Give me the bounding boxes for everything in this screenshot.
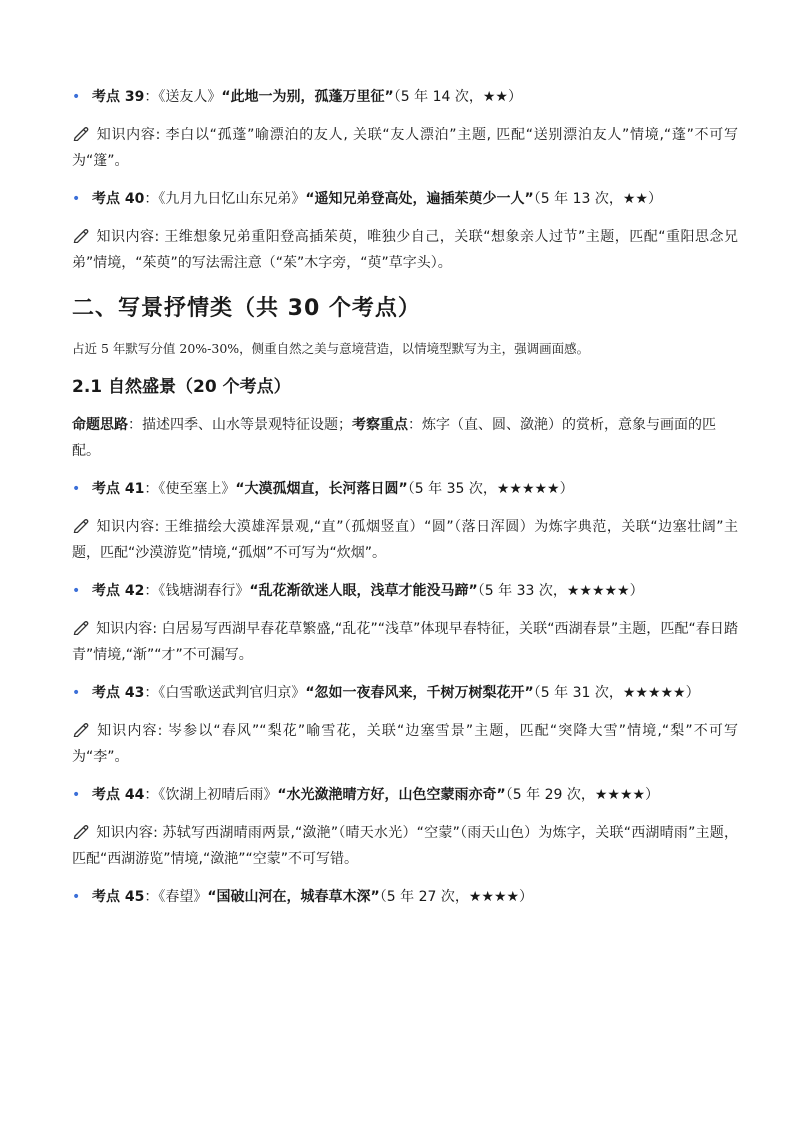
exam-point: • 考点 44：《饮湖上初晴后雨》“水光潋滟晴方好，山色空蒙雨亦奇”（5 年 29 次，★★★★） (72, 784, 738, 806)
exam-point: • 考点 43：《白雪歌送武判官归京》“忽如一夜春风来，千树万树梨花开”（5 年 31 次，★★★★★） (72, 682, 738, 704)
bullet-dot-icon: • (72, 583, 81, 599)
point-label: 考点 43 (92, 685, 145, 701)
point-label: 考点 39 (92, 89, 145, 105)
poem-quote: “国破山河在，城春草木深” (207, 889, 380, 905)
knowledge-text: 李白以“孤蓬”喻漂泊的友人, 关联“友人漂泊”主题, 匹配“送别漂泊友人”情境,“蓬”不可写为“篷”。 (72, 127, 739, 169)
thinking-text: ：描述四季、山水等景观特征设题； (128, 417, 352, 433)
frequency: （5 年 14 次，★★） (393, 89, 522, 105)
exam-point: • 考点 40：《九月九日忆山东兄弟》“遥知兄弟登高处，遍插茱萸少一人”（5 年 13 次，★★） (72, 188, 738, 210)
point-label: 考点 40 (92, 191, 145, 207)
knowledge-content (72, 718, 738, 770)
poem-quote: “忽如一夜春风来，千树万树梨花开” (305, 685, 534, 701)
knowledge-content (72, 820, 738, 872)
knowledge-text: 苏轼写西湖晴雨两景,“潋滟”（晴天水光）“空蒙”（雨天山色）为炼字，关联“西湖晴雨”主题，匹配“西湖游览”情境,“潋滟”“空蒙”不可写错。 (72, 825, 738, 867)
knowledge-text: 王维想象兄弟重阳登高插茱萸，唯独少自己，关联“想象亲人过节”主题，匹配“重阳思念兄弟”情境，“茱萸”的写法需注意（“茱”木字旁，“萸”草字头）。 (72, 229, 738, 271)
pencil-icon (72, 823, 90, 839)
pencil-icon (72, 619, 90, 635)
exam-point: • 考点 45：《春望》“国破山河在，城春草木深”（5 年 27 次，★★★★） (72, 886, 738, 908)
bullet-dot-icon: • (72, 787, 81, 803)
frequency: （5 年 29 次，★★★★） (505, 787, 660, 803)
knowledge-content (72, 514, 738, 566)
section-intro: 占近 5 年默写分值 20%-30%，侧重自然之美与意境营造，以情境型默写为主，强调画面感。 (72, 341, 590, 356)
knowledge-text: 岑参以“春风”“梨花”喻雪花，关联“边塞雪景”主题，匹配“突降大雪”情境,“梨”不可写为“李”。 (72, 723, 738, 765)
knowledge-content (72, 122, 738, 174)
knowledge-label: 知识内容: (96, 127, 161, 143)
pencil-icon (72, 517, 90, 533)
knowledge-content (72, 616, 738, 668)
knowledge-text: 白居易写西湖早春花草繁盛,“乱花”“浅草”体现早春特征，关联“西湖春景”主题，匹配“春日踏青”情境,“渐”“才”不可漏写。 (72, 621, 739, 663)
knowledge-text: 王维描绘大漠雄浑景观,“直”（孤烟竖直）“圆”（落日浑圆）为炼字典范，关联“边塞壮阔”主题，匹配“沙漠游览”情境,“孤烟”不可写为“炊烟”。 (72, 519, 738, 561)
poem-title: 《饮湖上初晴后雨》 (158, 787, 278, 803)
poem-quote: “此地一为别，孤蓬万里征” (221, 89, 394, 105)
exam-point: • 考点 39：《送友人》“此地一为别，孤蓬万里征”（5 年 14 次，★★） (72, 86, 738, 108)
poem-title: 《钱塘湖春行》 (158, 583, 250, 599)
focus-text: ：炼字（直、圆、潋滟）的赏析，意象与画面的匹配。 (72, 417, 716, 459)
poem-quote: “遥知兄弟登高处，遍插茱萸少一人” (305, 191, 534, 207)
bullet-dot-icon: • (72, 685, 81, 701)
exam-point: • 考点 42：《钱塘湖春行》“乱花渐欲迷人眼，浅草才能没马蹄”（5 年 33 次，★★★★★） (72, 580, 738, 602)
poem-title: 《使至塞上》 (158, 481, 236, 497)
subsection-title: 2.1 自然盛景（20 个考点） (72, 377, 291, 397)
point-label: 考点 44 (92, 787, 145, 803)
poem-title: 《春望》 (158, 889, 208, 905)
poem-title: 《九月九日忆山东兄弟》 (158, 191, 306, 207)
knowledge-label: 知识内容: (96, 519, 160, 535)
point-label: 考点 45 (92, 889, 145, 905)
thinking-label: 命题思路 (72, 417, 128, 433)
frequency: （5 年 13 次，★★） (533, 191, 662, 207)
proposition-thinking (72, 412, 738, 464)
poem-title: 《送友人》 (158, 89, 222, 105)
poem-quote: “乱花渐欲迷人眼，浅草才能没马蹄” (249, 583, 478, 599)
point-label: 考点 42 (92, 583, 145, 599)
knowledge-label: 知识内容: (96, 229, 160, 245)
poem-quote: “水光潋滟晴方好，山色空蒙雨亦奇” (277, 787, 506, 803)
poem-title: 《白雪歌送武判官归京》 (158, 685, 306, 701)
bullet-dot-icon: • (72, 481, 81, 497)
pencil-icon (72, 125, 90, 141)
knowledge-label: 知识内容: (96, 825, 158, 841)
point-label: 考点 41 (92, 481, 145, 497)
bullet-dot-icon: • (72, 889, 81, 905)
focus-label: 考察重点 (352, 417, 408, 433)
knowledge-label: 知识内容: (96, 621, 158, 637)
bullet-dot-icon: • (72, 89, 81, 105)
document-page (72, 86, 738, 922)
frequency: （5 年 27 次，★★★★） (379, 889, 534, 905)
knowledge-label: 知识内容: (96, 723, 163, 739)
section-title: 二、写景抒情类（共 30 个考点） (72, 296, 421, 321)
knowledge-content (72, 224, 738, 276)
exam-point: • 考点 41：《使至塞上》“大漠孤烟直，长河落日圆”（5 年 35 次，★★★★★） (72, 478, 738, 500)
frequency: （5 年 35 次，★★★★★） (407, 481, 574, 497)
frequency: （5 年 33 次，★★★★★） (477, 583, 644, 599)
frequency: （5 年 31 次，★★★★★） (533, 685, 700, 701)
bullet-dot-icon: • (72, 191, 81, 207)
pencil-icon (72, 227, 90, 243)
poem-quote: “大漠孤烟直，长河落日圆” (235, 481, 408, 497)
pencil-icon (72, 721, 90, 737)
